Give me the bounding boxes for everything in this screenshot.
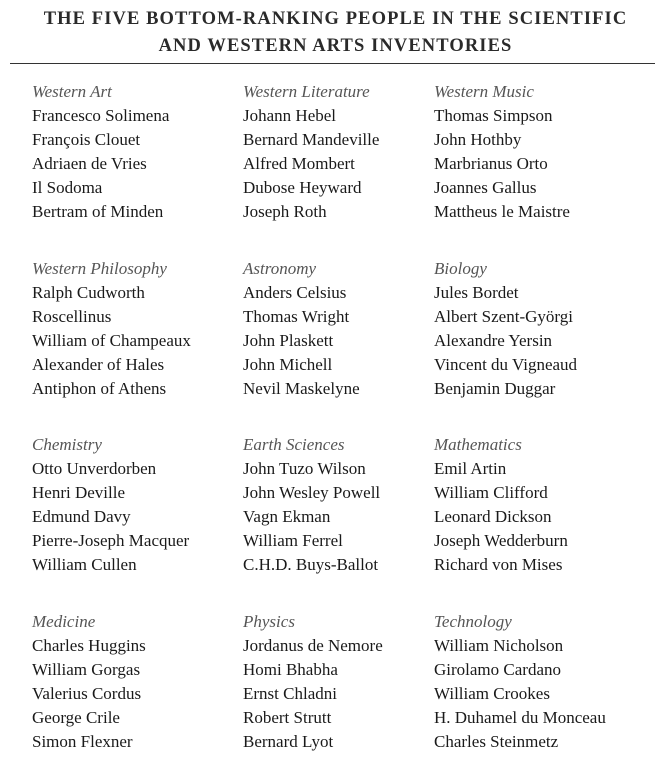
person-name: Simon Flexner bbox=[32, 732, 133, 751]
person-name: John Michell bbox=[243, 355, 333, 374]
person-name: Homi Bhabha bbox=[243, 660, 338, 679]
person-name: William Nicholson bbox=[434, 636, 564, 655]
person-name: Ralph Cudworth bbox=[32, 283, 145, 302]
person-name: H. Duhamel du Monceau bbox=[434, 708, 606, 727]
category-heading: Western Literature bbox=[243, 82, 370, 101]
person-name: C.H.D. Buys-Ballot bbox=[243, 555, 379, 574]
category-medicine bbox=[32, 610, 232, 754]
person-name: Anders Celsius bbox=[243, 283, 347, 302]
person-name: William of Champeaux bbox=[32, 331, 191, 350]
category-western-literature bbox=[243, 80, 443, 224]
category-heading: Chemistry bbox=[32, 435, 102, 454]
person-name: George Crile bbox=[32, 708, 120, 727]
category-western-philosophy bbox=[32, 257, 232, 401]
person-name: Joseph Wedderburn bbox=[434, 531, 568, 550]
category-chemistry bbox=[32, 433, 232, 577]
person-name: William Gorgas bbox=[32, 660, 141, 679]
category-heading: Astronomy bbox=[243, 259, 317, 278]
person-name: Mattheus le Maistre bbox=[434, 202, 570, 221]
person-name: John Tuzo Wilson bbox=[243, 459, 366, 478]
person-name: William Cullen bbox=[32, 555, 137, 574]
person-name: Otto Unverdorben bbox=[32, 459, 157, 478]
category-heading: Western Art bbox=[32, 82, 112, 101]
people-list bbox=[243, 457, 443, 577]
person-name: Albert Szent-Györgi bbox=[434, 307, 573, 326]
person-name: Edmund Davy bbox=[32, 507, 131, 526]
person-name: Thomas Wright bbox=[243, 307, 350, 326]
category-heading: Western Philosophy bbox=[32, 259, 167, 278]
page-title bbox=[0, 6, 671, 60]
person-name: Girolamo Cardano bbox=[434, 660, 561, 679]
page-title-line-2: AND WESTERN ARTS INVENTORIES bbox=[158, 36, 513, 56]
person-name: Thomas Simpson bbox=[434, 106, 553, 125]
category-physics bbox=[243, 610, 443, 754]
people-list bbox=[434, 634, 634, 754]
person-name: Ernst Chladni bbox=[243, 684, 337, 703]
person-name: Marbrianus Orto bbox=[434, 154, 548, 173]
person-name: Henri Deville bbox=[32, 483, 125, 502]
person-name: Johann Hebel bbox=[243, 106, 337, 125]
person-name: Adriaen de Vries bbox=[32, 154, 147, 173]
category-heading: Biology bbox=[434, 259, 487, 278]
people-list bbox=[243, 281, 443, 401]
page-title-line-1: THE FIVE BOTTOM-RANKING PEOPLE IN THE SCIENTIFIC bbox=[43, 9, 628, 29]
person-name: Valerius Cordus bbox=[32, 684, 142, 703]
person-name: Alfred Mombert bbox=[243, 154, 355, 173]
category-mathematics bbox=[434, 433, 634, 577]
person-name: François Clouet bbox=[32, 130, 141, 149]
people-list bbox=[32, 634, 232, 754]
person-name: Joseph Roth bbox=[243, 202, 327, 221]
people-list bbox=[243, 634, 443, 754]
person-name: Dubose Heyward bbox=[243, 178, 362, 197]
category-heading: Technology bbox=[434, 612, 512, 631]
person-name: Alexandre Yersin bbox=[434, 331, 553, 350]
category-technology bbox=[434, 610, 634, 754]
person-name: William Crookes bbox=[434, 684, 550, 703]
person-name: Pierre-Joseph Macquer bbox=[32, 531, 190, 550]
person-name: Charles Steinmetz bbox=[434, 732, 559, 751]
people-list bbox=[434, 281, 634, 401]
category-heading: Earth Sciences bbox=[243, 435, 345, 454]
title-divider bbox=[10, 63, 655, 64]
people-list bbox=[32, 104, 232, 224]
person-name: Bertram of Minden bbox=[32, 202, 164, 221]
category-earth-sciences bbox=[243, 433, 443, 577]
person-name: William Clifford bbox=[434, 483, 548, 502]
person-name: Jordanus de Nemore bbox=[243, 636, 383, 655]
person-name: Robert Strutt bbox=[243, 708, 332, 727]
category-biology bbox=[434, 257, 634, 401]
person-name: Antiphon of Athens bbox=[32, 379, 167, 398]
people-list bbox=[32, 281, 232, 401]
category-western-art bbox=[32, 80, 232, 224]
category-heading: Physics bbox=[243, 612, 295, 631]
person-name: Charles Huggins bbox=[32, 636, 146, 655]
person-name: Jules Bordet bbox=[434, 283, 519, 302]
person-name: Roscellinus bbox=[32, 307, 112, 326]
category-heading: Mathematics bbox=[434, 435, 522, 454]
person-name: Bernard Mandeville bbox=[243, 130, 380, 149]
people-list bbox=[434, 104, 634, 224]
person-name: Alexander of Hales bbox=[32, 355, 165, 374]
person-name: John Hothby bbox=[434, 130, 522, 149]
category-western-music bbox=[434, 80, 634, 224]
person-name: Francesco Solimena bbox=[32, 106, 170, 125]
person-name: Il Sodoma bbox=[32, 178, 103, 197]
person-name: Vagn Ekman bbox=[243, 507, 331, 526]
category-astronomy bbox=[243, 257, 443, 401]
person-name: Leonard Dickson bbox=[434, 507, 552, 526]
people-list bbox=[434, 457, 634, 577]
category-heading: Medicine bbox=[32, 612, 96, 631]
person-name: Bernard Lyot bbox=[243, 732, 334, 751]
person-name: John Plaskett bbox=[243, 331, 334, 350]
person-name: John Wesley Powell bbox=[243, 483, 381, 502]
category-heading: Western Music bbox=[434, 82, 534, 101]
person-name: Joannes Gallus bbox=[434, 178, 537, 197]
person-name: Nevil Maskelyne bbox=[243, 379, 360, 398]
people-list bbox=[243, 104, 443, 224]
person-name: Benjamin Duggar bbox=[434, 379, 556, 398]
person-name: Vincent du Vigneaud bbox=[434, 355, 578, 374]
people-list bbox=[32, 457, 232, 577]
person-name: Emil Artin bbox=[434, 459, 507, 478]
person-name: Richard von Mises bbox=[434, 555, 563, 574]
person-name: William Ferrel bbox=[243, 531, 343, 550]
